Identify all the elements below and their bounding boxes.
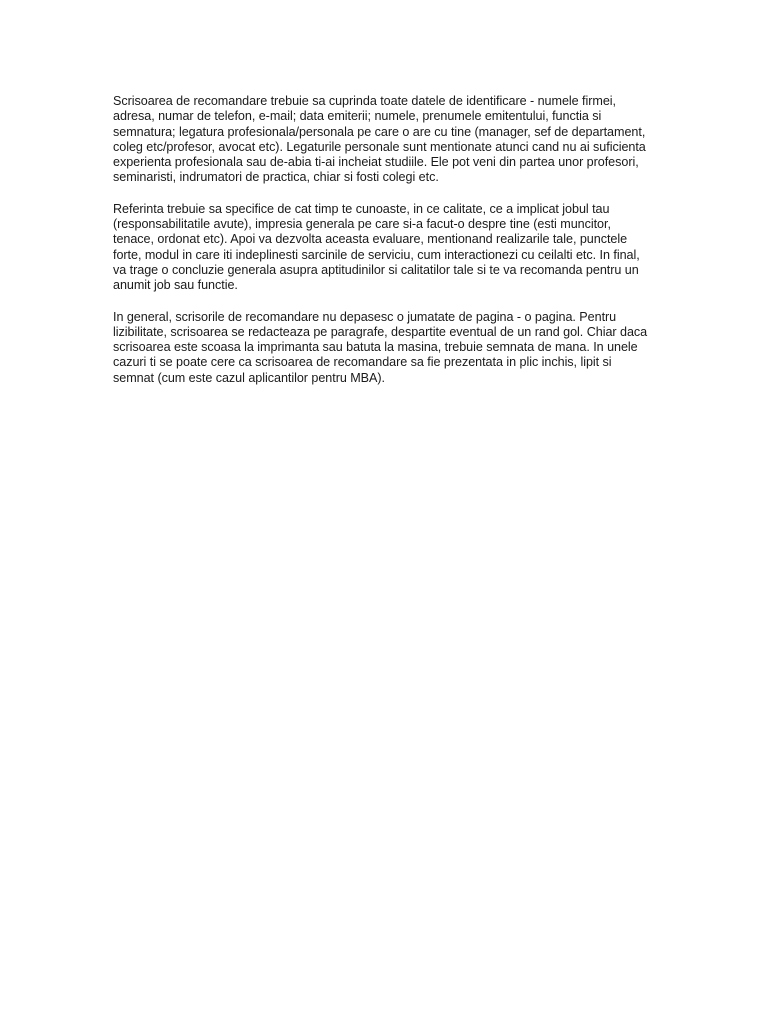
paragraph-format: In general, scrisorile de recomandare nu depasesc o jumatate de pagina - o pagina. Pentru lizibilitate, scrisoarea se redacteaza pe paragrafe, despartite eventual de un rand gol. Chiar daca scrisoarea este scoasa la imprimanta sau batuta la masina, trebuie semnata de mana. In unele cazuri ti se poate cere ca scrisoarea de recomandare sa fie prezentata in plic inchis, lipit si semnat (cum este cazul aplicantilor pentru MBA).	[113, 309, 648, 385]
document-body	[113, 94, 658, 402]
paragraph-reference-content: Referinta trebuie sa specifice de cat timp te cunoaste, in ce calitate, ce a implicat jobul tau (responsabilitatile avute), impresia generala pe care si-a facut-o despre tine (esti muncitor, tenace, ordonat etc). Apoi va dezvolta aceasta evaluare, mentionand realizarile tale, punctele forte, modul in care iti indeplinesti sarcinile de serviciu, cum interactionezi cu ceilalti etc. In final, va trage o concluzie generala asupra aptitudinilor si calitatilor tale si te va recomanda pentru un anumit job sau functie.	[113, 201, 640, 293]
paragraph-identification: Scrisoarea de recomandare trebuie sa cuprinda toate datele de identificare - numele firmei, adresa, numar de telefon, e-mail; data emiterii; numele, prenumele emitentului, functia si semnatura; legatura profesionala/personala pe care o are cu tine (manager, sef de departament, coleg etc/profesor, avocat etc). Legaturile personale sunt mentionate atunci cand nu ai suficienta experienta profesionala sau de-abia ti-ai incheiat studiile. Ele pot veni din partea unor profesori, seminaristi, indrumatori de practica, chiar si fosti colegi etc.	[113, 94, 646, 185]
